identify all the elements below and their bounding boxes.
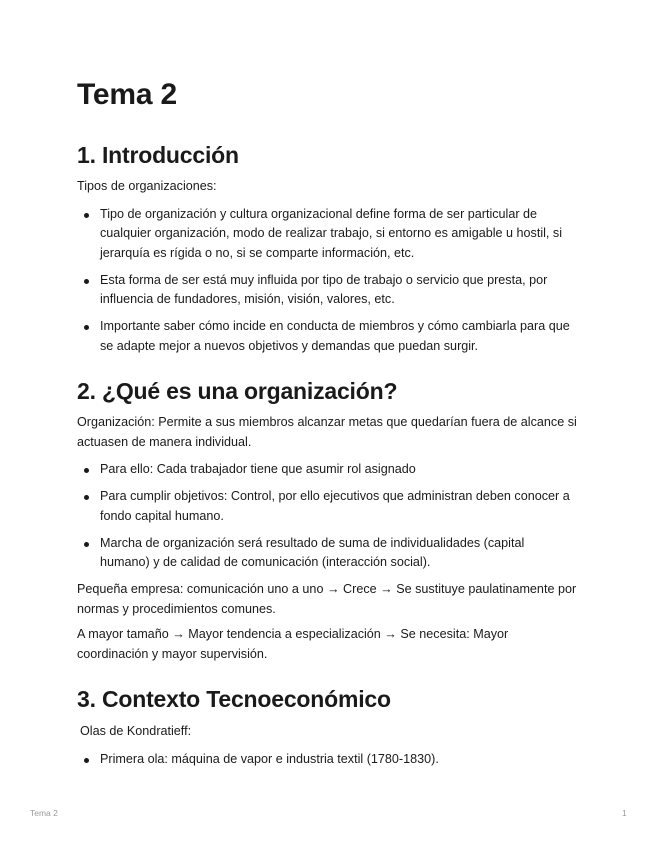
section-heading: 3. Contexto Tecnoeconómico <box>77 686 391 712</box>
footer-title: Tema 2 <box>30 808 58 818</box>
section-heading: 1. Introducción <box>77 142 239 168</box>
list-item: Esta forma de ser está muy influida por tipo de trabajo o servicio que presta, por influencia de fundadores, misión, visión, valores, etc. <box>100 271 577 310</box>
page-number: 1 <box>622 808 627 818</box>
section-intro: Tipos de organizaciones: <box>77 179 217 193</box>
list-item: Primera ola: máquina de vapor e industria textil (1780-1830). <box>100 750 577 770</box>
bullet-list <box>77 460 577 573</box>
paragraph: Pequeña empresa: comunicación uno a uno → Crece → Se sustituye paulatinamente por normas y procedimientos comunes. <box>77 582 577 616</box>
section-intro: Olas de Kondratieff: <box>80 724 192 738</box>
bullet-list <box>77 750 577 770</box>
section-2-body <box>77 413 577 664</box>
list-item: Marcha de organización será resultado de suma de individualidades (capital humano) y de calidad de comunicación (interacción social). <box>100 534 577 573</box>
section-introduccion <box>77 142 577 169</box>
section-3-body <box>77 722 577 777</box>
section-que-es-organizacion <box>77 378 577 405</box>
list-item: Tipo de organización y cultura organizacional define forma de ser particular de cualquier organización, modo de realizar trabajo, si entorno es amigable u hostil, si jerarquía es rígida o no, si se comparte información, etc. <box>100 205 577 264</box>
list-item: Para ello: Cada trabajador tiene que asumir rol asignado <box>100 460 577 480</box>
paragraph: A mayor tamaño → Mayor tendencia a especialización → Se necesita: Mayor coordinación y mayor supervisión. <box>77 627 509 661</box>
section-heading: 2. ¿Qué es una organización? <box>77 378 398 404</box>
section-intro: Organización: Permite a sus miembros alcanzar metas que quedarían fuera de alcance si actuasen de manera individual. <box>77 415 577 449</box>
section-contexto-tecnoeconomico <box>77 686 577 713</box>
document-title: Tema 2 <box>77 78 177 111</box>
section-1-body <box>77 177 577 364</box>
bullet-list <box>77 205 577 357</box>
list-item: Para cumplir objetivos: Control, por ello ejecutivos que administran deben conocer a fondo capital humano. <box>100 487 577 526</box>
list-item: Importante saber cómo incide en conducta de miembros y cómo cambiarla para que se adapte mejor a nuevos objetivos y demandas que puedan surgir. <box>100 317 577 356</box>
